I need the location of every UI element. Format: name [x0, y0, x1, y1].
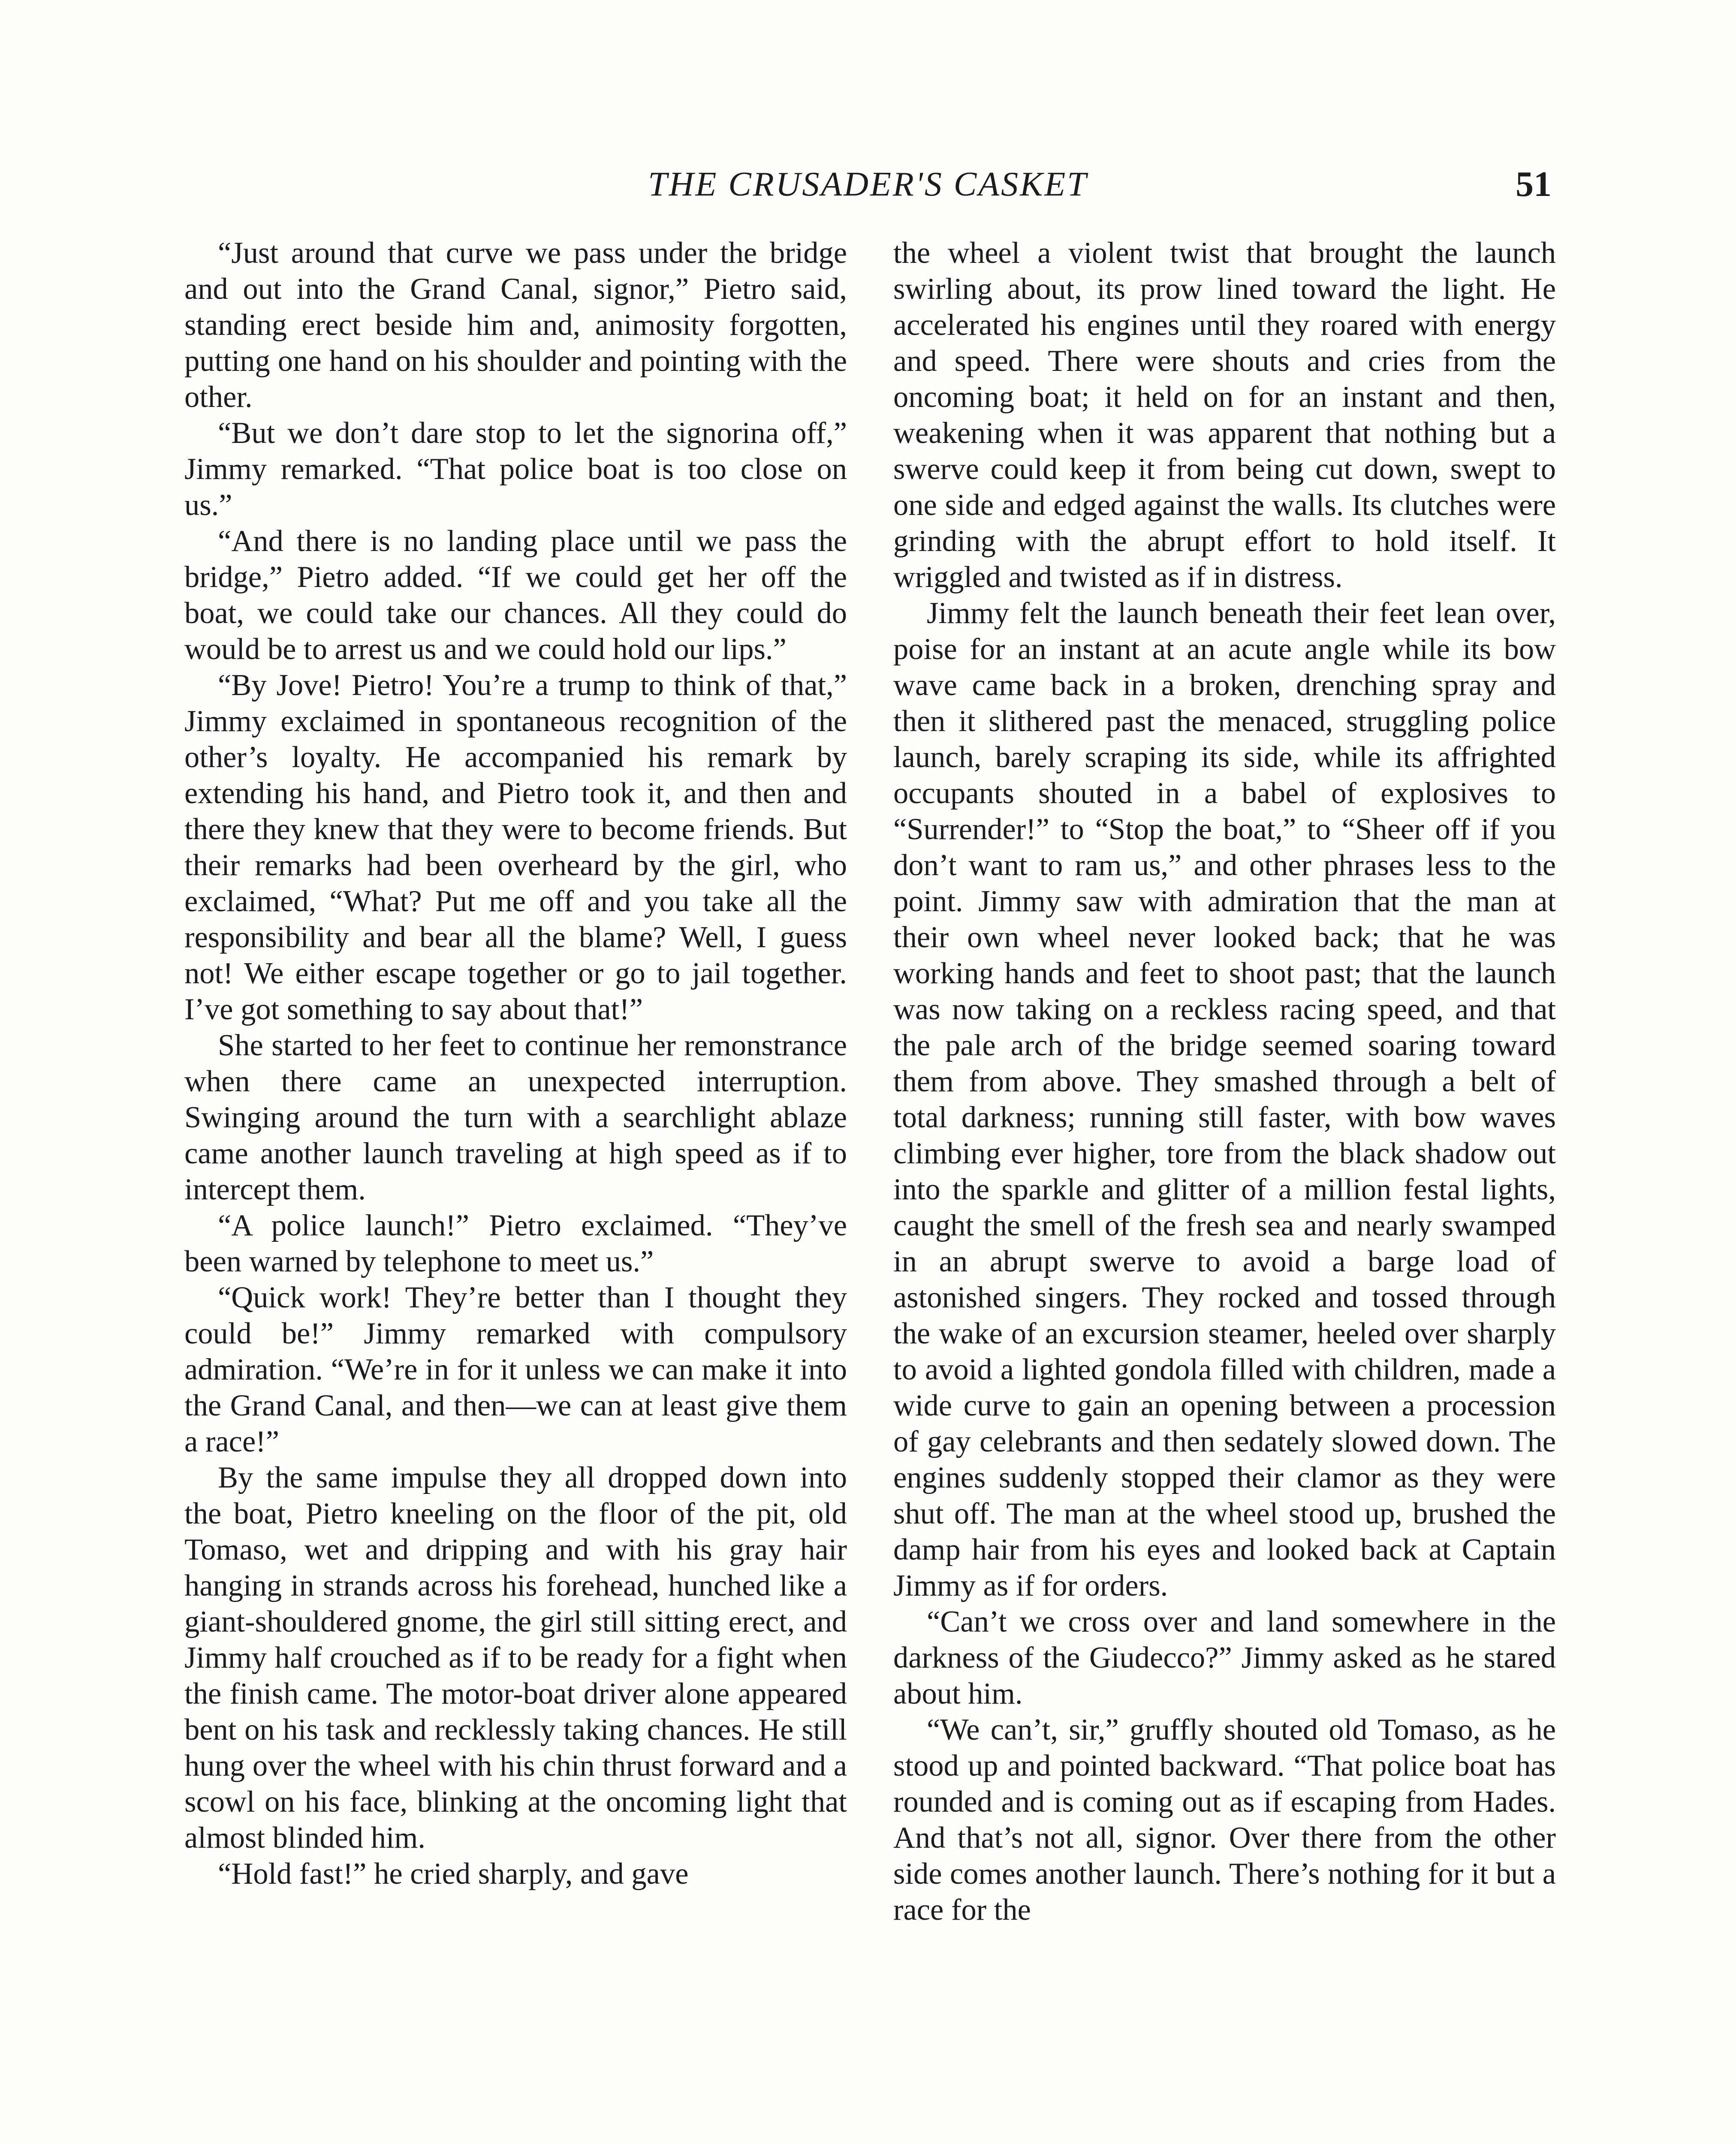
paragraph: “By Jove! Pietro! You’re a trump to think of that,” Jimmy exclaimed in spontaneous recognition of the other’s loyalty. He accompanied his remark by extending his hand, and Pietro took it, and then and there they knew that they were to become friends. But their remarks had been overheard by the girl, who exclaimed, “What? Put me off and you take all the responsibility and bear all the blame? Well, I guess not! We either escape together or go to jail together. I’ve got something to say about that!”: [184, 668, 847, 1026]
paragraph: By the same impulse they all dropped down into the boat, Pietro kneeling on the floor of the pit, old Tomaso, wet and dripping and with his gray hair hanging in strands across his forehead, hunched like a giant-shouldered gnome, the girl still sitting erect, and Jimmy half crouched as if to be ready for a fight when the finish came. The motor-boat driver alone appeared bent on his task and recklessly taking chances. He still hung over the wheel with his chin thrust forward and a scowl on his face, blinking at the oncoming light that almost blinded him.: [184, 1461, 847, 1855]
running-head: [0, 159, 1736, 210]
paragraph: “Just around that curve we pass under the bridge and out into the Grand Canal, signor,” Pietro said, standing erect beside him and, animosity forgotten, putting one hand on his shoulder and pointing with the other.: [184, 236, 847, 414]
paragraph: She started to her feet to continue her remonstrance when there came an unexpected interruption. Swinging around the turn with a searchlight ablaze came another launch traveling at high speed as if to intercept them.: [184, 1029, 847, 1206]
right-column: [893, 235, 1556, 2144]
paragraph: “And there is no landing place until we pass the bridge,” Pietro added. “If we could get her off the boat, we could take our chances. All they could do would be to arrest us and we could hold our lips.”: [184, 524, 847, 666]
page-number: 51: [1516, 164, 1552, 204]
running-title: THE CRUSADER'S CASKET: [648, 166, 1088, 203]
paragraph: “A police launch!” Pietro exclaimed. “They’ve been warned by telephone to meet us.”: [184, 1209, 847, 1278]
paragraph: “But we don’t dare stop to let the signorina off,” Jimmy remarked. “That police boat is too close on us.”: [184, 416, 847, 522]
paragraph: “Hold fast!” he cried sharply, and gave: [218, 1857, 689, 1891]
paragraph-continued: the wheel a violent twist that brought the launch swirling about, its prow lined toward the light. He accelerated his engines until they roared with energy and speed. There were shouts and cries from the oncoming boat; it held on for an instant and then, weakening when it was apparent that nothing but a swerve could keep it from being cut down, swept to one side and edged against the walls. Its clutches were grinding with the abrupt effort to hold itself. It wriggled and twisted as if in distress.: [893, 236, 1556, 594]
paragraph: “Can’t we cross over and land somewhere in the darkness of the Giudecco?” Jimmy asked as he stared about him.: [893, 1605, 1556, 1710]
left-column: [184, 235, 847, 2144]
paragraph: Jimmy felt the launch beneath their feet lean over, poise for an instant at an acute angle while its bow wave came back in a broken, drenching spray and then it slithered past the menaced, struggling police launch, barely scraping its side, while its affrighted occupants shouted in a babel of explosives to “Surrender!” to “Stop the boat,” to “Sheer off if you don’t want to ram us,” and other phrases less to the point. Jimmy saw with admiration that the man at their own wheel never looked back; that he was working hands and feet to shoot past; that the launch was now taking on a reckless racing speed, and that the pale arch of the bridge seemed soaring toward them from above. They smashed through a belt of total darkness; running still faster, with bow waves climbing ever higher, tore from the black shadow out into the sparkle and glitter of a million festal lights, caught the smell of the fresh sea and nearly swamped in an abrupt swerve to avoid a barge load of astonished singers. They rocked and tossed through the wake of an excursion steamer, heeled over sharply to avoid a lighted gondola filled with children, made a wide curve to gain an opening between a procession of gay celebrants and then sedately slowed down. The engines suddenly stopped their clamor as they were shut off. The man at the wheel stood up, brushed the damp hair from his eyes and looked back at Captain Jimmy as if for orders.: [893, 596, 1556, 1602]
paragraph: “Quick work! They’re better than I thought they could be!” Jimmy remarked with compulsory admiration. “We’re in for it unless we can make it into the Grand Canal, and then—we can at least give them a race!”: [184, 1281, 847, 1458]
paragraph: “We can’t, sir,” gruffly shouted old Tomaso, as he stood up and pointed backward. “That police boat has rounded and is coming out as if escaping from Hades. And that’s not all, signor. Over there from the other side comes another launch. There’s nothing for it but a race for the: [893, 1713, 1556, 1927]
